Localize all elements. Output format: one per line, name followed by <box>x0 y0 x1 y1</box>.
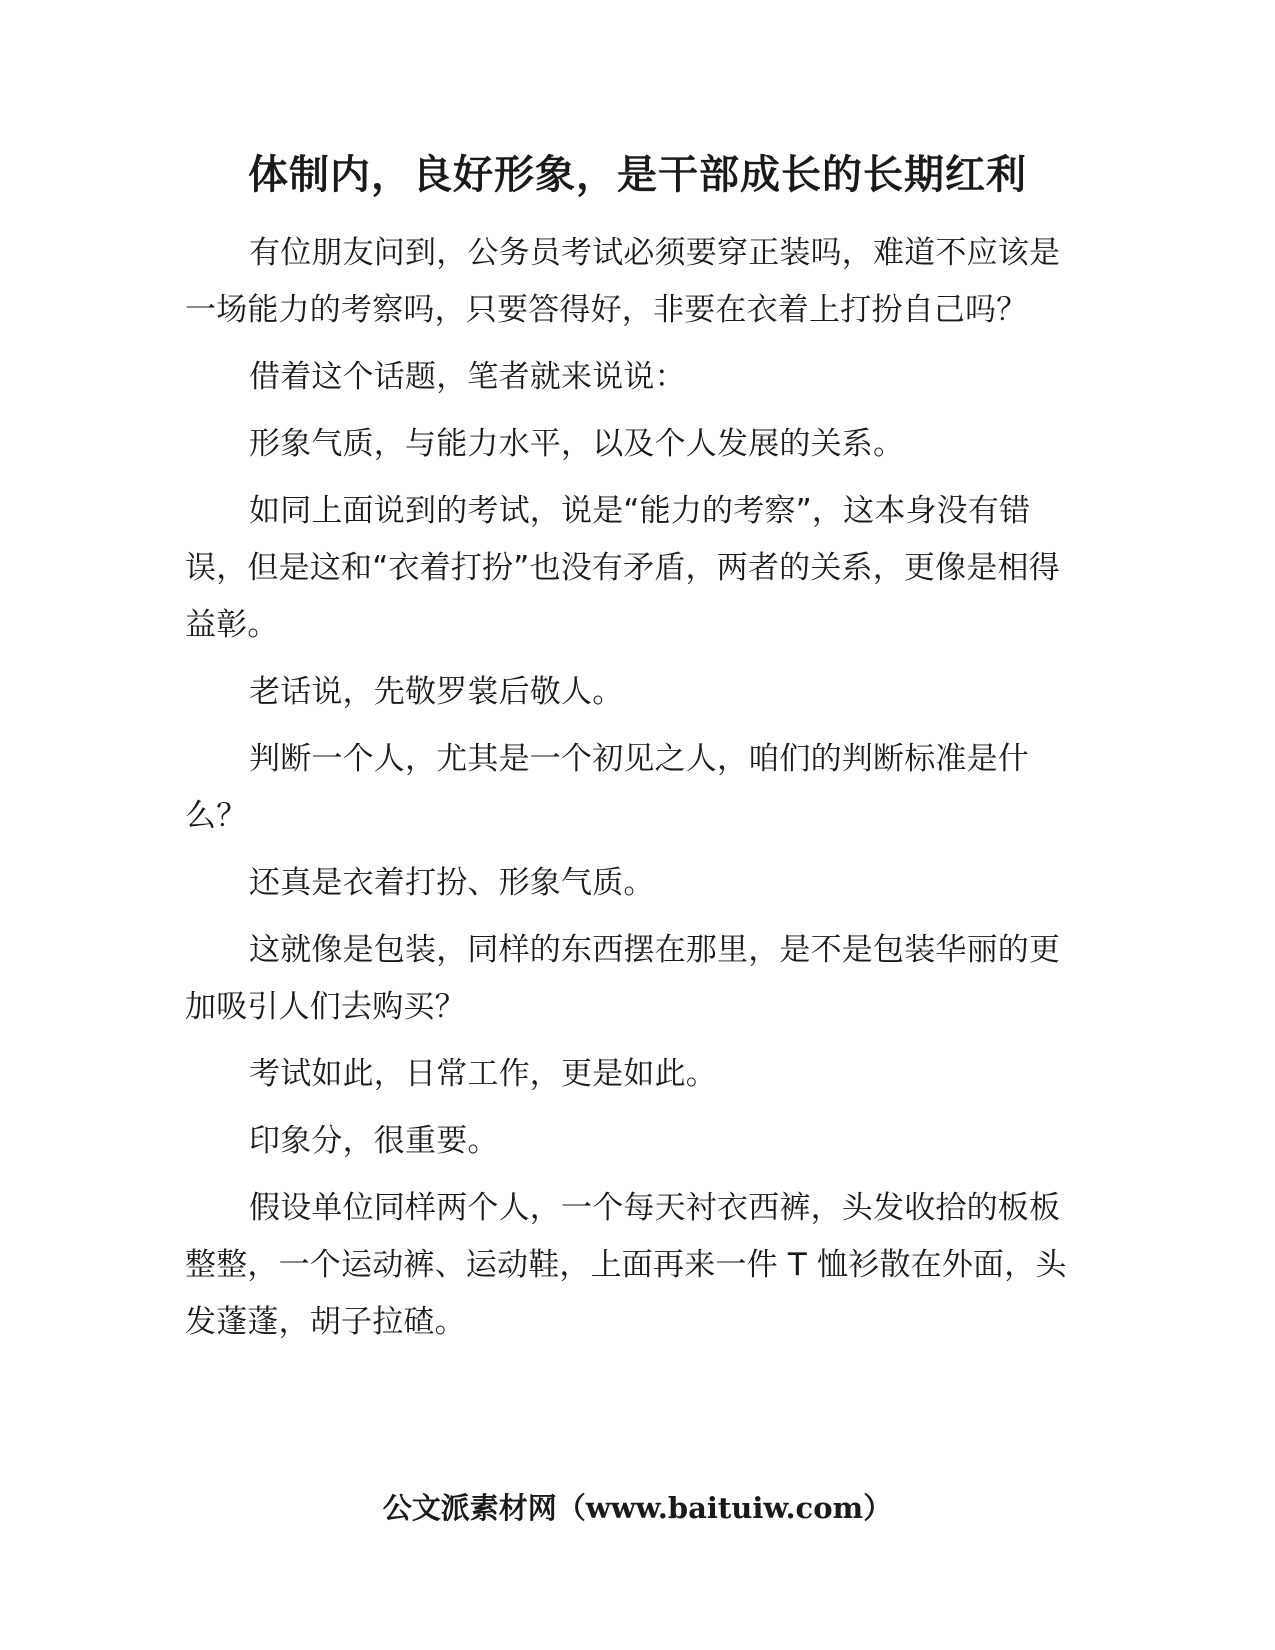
document-title: 体制内，良好形象，是干部成长的长期红利 <box>248 152 1027 198</box>
paragraph: 假设单位同样两个人，一个每天衬衣西裤，头发收拾的板板整整，一个运动裤、运动鞋，上面再来一件 T 恤衫散在外面，头发蓬蓬，胡子拉碴。 <box>185 1190 1067 1340</box>
paragraph: 有位朋友问到，公务员考试必须要穿正装吗，难道不应该是一场能力的考察吗，只要答得好，非要在衣着上打扮自己吗？ <box>185 235 1061 328</box>
paragraph: 考试如此，日常工作，更是如此。 <box>249 1056 717 1092</box>
paragraph: 印象分，很重要。 <box>249 1123 499 1159</box>
paragraph: 老话说，先敬罗裳后敬人。 <box>249 674 624 710</box>
document-body <box>185 225 1090 1361</box>
paragraph: 这就像是包装，同样的东西摆在那里，是不是包装华丽的更加吸引人们去购买？ <box>185 932 1061 1025</box>
paragraph: 形象气质，与能力水平，以及个人发展的关系。 <box>249 426 905 462</box>
paragraph: 借着这个话题，笔者就来说说： <box>249 359 686 395</box>
paragraph: 判断一个人，尤其是一个初见之人，咱们的判断标准是什么？ <box>185 741 1029 834</box>
source-footer: 公文派素材网（www.baituiw.com） <box>382 1491 893 1525</box>
paragraph: 如同上面说到的考试，说是“能力的考察”，这本身没有错误，但是这和“衣着打扮”也没有矛盾，两者的关系，更像是相得益彰。 <box>185 493 1060 643</box>
paragraph: 还真是衣着打扮、形象气质。 <box>249 865 655 901</box>
